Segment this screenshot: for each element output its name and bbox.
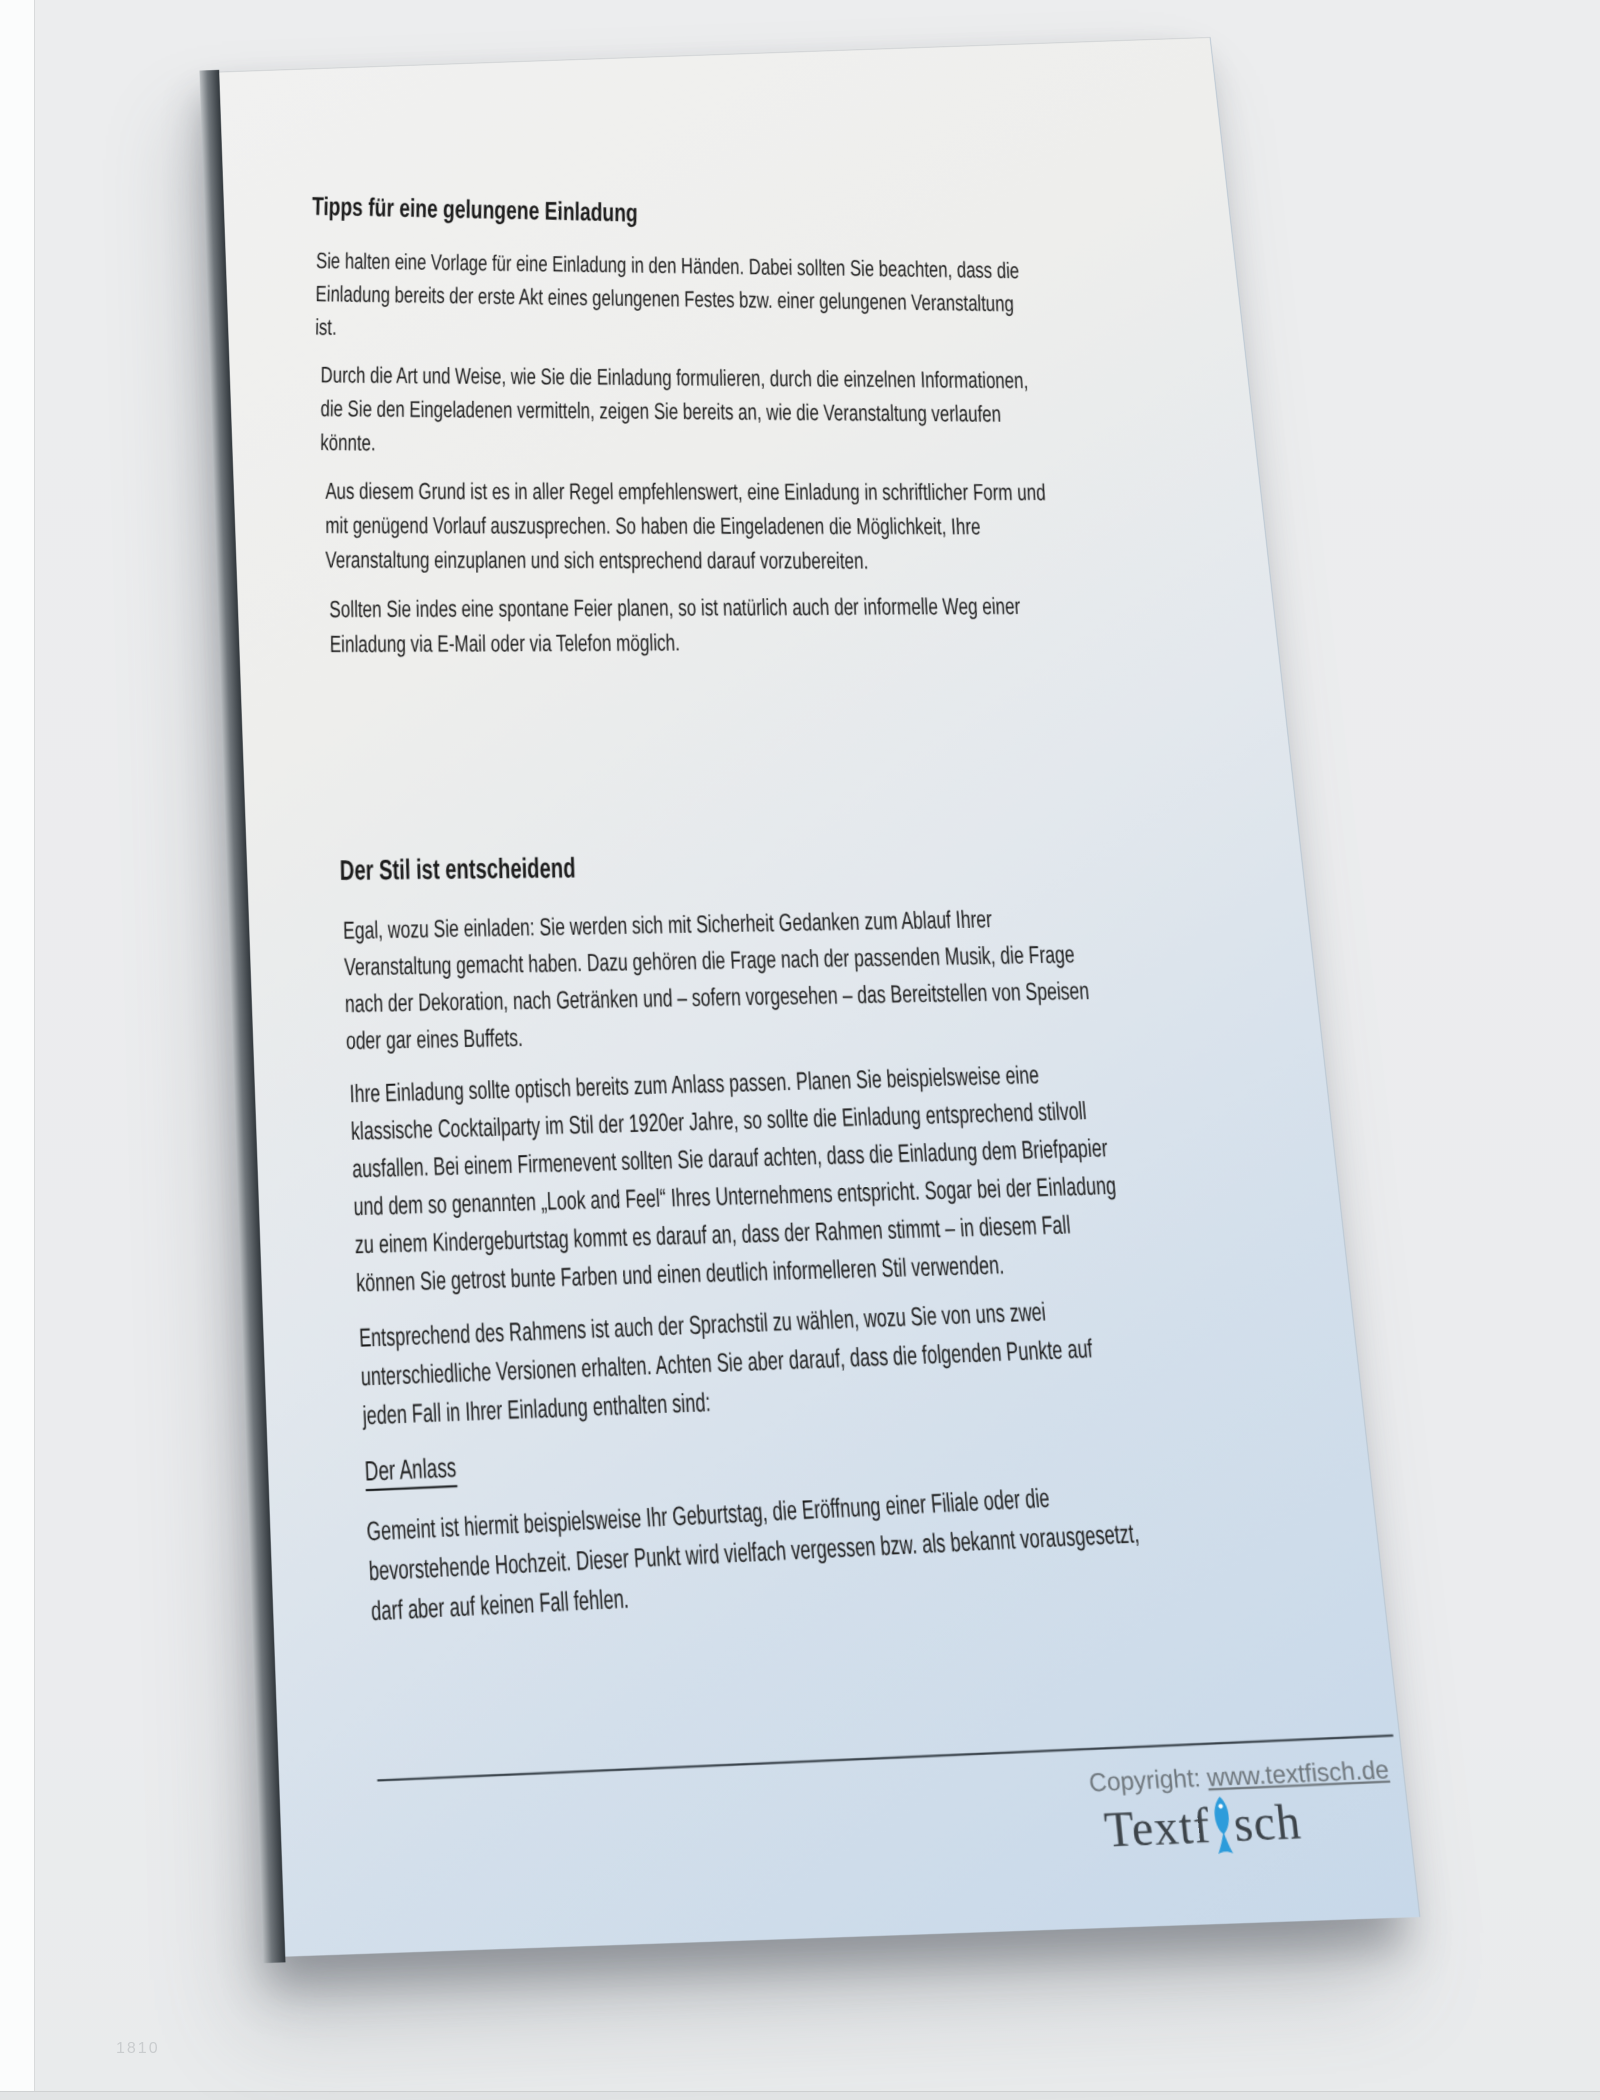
page-title: Tipps für eine gelungene Einladung [311,192,638,228]
paragraph-schriftliche-form: Aus diesem Grund ist es in aller Regel empfehlenswert, eine Einladung in schriftlicher Form und mit genügend Vorlauf auszusprechen. So haben die Eingeladenen die Möglichkeit, Ihre Veranstaltung einzuplanen und sich entsprechend darauf vorzubereiten. [325,478,1047,575]
page-footer [377,1735,1406,1891]
paragraph-optik-anlass: Ihre Einladung sollte optisch bereits zum Anlass passen. Planen Sie beispielsweise eine klassische Cocktailparty im Stil der 1920er Jahre, so sollte die Einladung entsprechend stilvoll ausfallen. Bei einem Firmenevent sollten Sie darauf achten, dass die Einladung dem Briefpapier und dem so genannten „Look and Feel“ Ihres Unternehmens entspricht. Sogar bei der Einladung zu einem Kindergeburtstag kommt es darauf an, dass der Rahmen stimmt – in diesem Fall können Sie getrost bunte Farben und einen deutlich informelleren Stil verwenden. [349,1060,1118,1298]
paragraph-anlass-beispiele: Gemeint ist hiermit beispielsweise Ihr Geburtstag, die Eröffnung einer Filiale oder die bevorstehende Hochzeit. Dieser Punkt wird vielfach vergessen bzw. als bekannt vorausgesetzt, darf aber auf keinen Fall fehlen. [365,1483,1141,1627]
watermark: 1810 [116,2040,160,2057]
paragraph-art-und-weise: Durch die Art und Weise, wie Sie die Einladung formulieren, durch die einzelnen Informationen, die Sie den Eingeladenen vermitteln, zeigen Sie bereits an, wie die Veranstaltung verlaufen könnte. [320,362,1029,457]
paragraph-intro: Sie halten eine Vorlage für eine Einladung in den Händen. Dabei sollten Sie beachten, dass die Einladung bereits der erste Akt eines gelungenen Festes bzw. einer gelungenen Veranstaltung ist. [315,248,1020,341]
section-heading-stil: Der Stil ist entscheidend [339,852,577,887]
paragraph-spontane-feier: Sollten Sie indes eine spontane Feier planen, so ist natürlich auch der informelle Weg einer Einladung via E-Mail oder via Telefon möglich. [329,593,1022,658]
logo-text-post: sch [1230,1793,1304,1853]
copyright-label: Copyright: [1087,1762,1209,1797]
paragraph-sprachstil: Entsprechend des Rahmens ist auch der Sprachstil zu wählen, wozu Sie von uns zwei unterschiedliche Versionen erhalten. Achten Sie aber darauf, dass die folgenden Punkte auf jeden Fall in Ihrer Einladung enthalten sind: [358,1297,1094,1431]
underlined-text: Der Anlass [364,1451,457,1491]
document-page [217,37,1420,1957]
canvas-bottom-edge [0,2091,1600,2100]
copyright-link[interactable]: www.textfisch.de [1205,1754,1391,1792]
logo-text-pre: Textf [1102,1797,1214,1858]
document-content [217,38,1383,1636]
paragraph-ablauf-gedanken: Egal, wozu Sie einladen: Sie werden sich mit Sicherheit Gedanken zum Ablauf Ihrer Veranstaltung gemacht haben. Dazu gehören die Frage nach der passenden Musik, die Frage nach der Dekoration, nach Getränken und – sofern vorgesehen – das Bereitstellen von Speisen oder gar eines Buffets. [342,905,1091,1056]
canvas-left-margin [0,0,35,2100]
